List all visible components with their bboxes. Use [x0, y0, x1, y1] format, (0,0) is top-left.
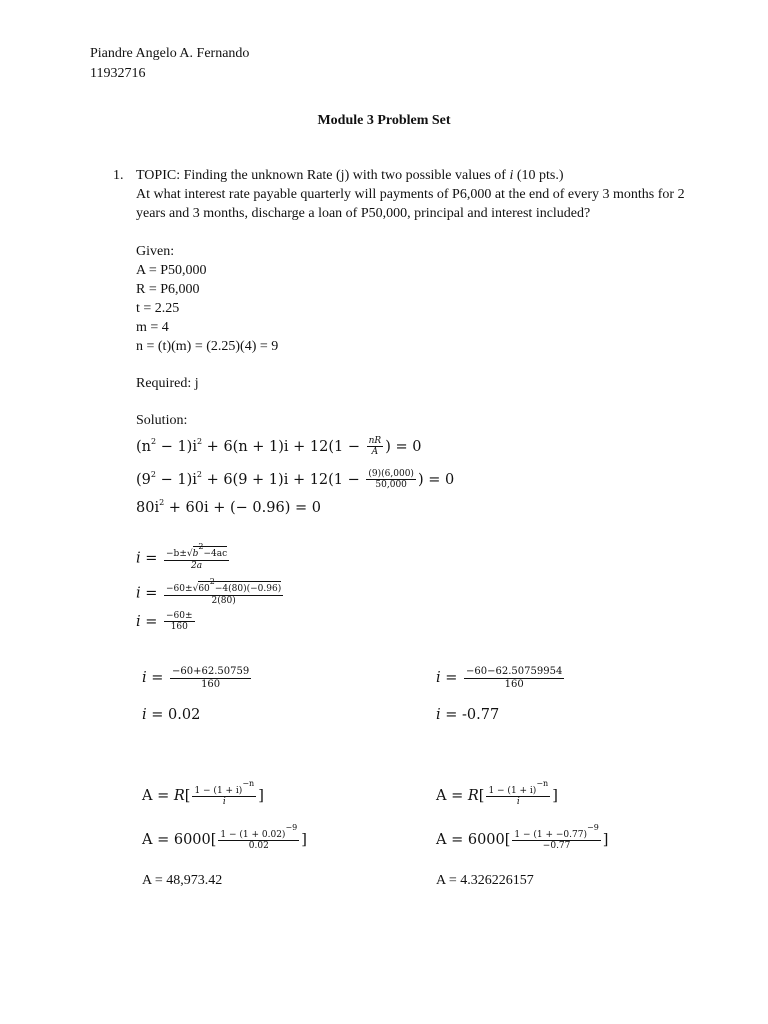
- problem-statement-line2: years and 3 months, discharge a loan of P50,000, principal and interest included?: [136, 206, 591, 221]
- given-item: R = P6,000: [136, 282, 200, 297]
- annuity-result-right: A = 4.326226157: [436, 873, 534, 888]
- given-item: n = (t)(m) = (2.25)(4) = 9: [136, 339, 279, 354]
- author-name: Piandre Angelo A. Fernando: [90, 46, 250, 61]
- root-negative-fraction: i = $\frac{-60-62.50759954}{160}$: [436, 666, 563, 690]
- given-item: t = 2.25: [136, 301, 180, 316]
- student-id: 11932716: [90, 66, 146, 81]
- required-label: Required: j: [136, 376, 199, 391]
- problem-statement-line1: At what interest rate payable quarterly will payments of P6,000 at the end of every 3 months for 2: [136, 187, 685, 202]
- root-negative-value: i = -0.77: [436, 707, 500, 723]
- annuity-substituted-right: A = 6000[ $\frac{1 - (1 + -0.77)^{-9}}{-0.77}$ ]: [436, 823, 609, 852]
- quadratic-formula: i = $\frac{-b\pm√b^2-4ac}{2a}$: [136, 542, 228, 571]
- problem-topic: TOPIC: Finding the unknown Rate (j) with two possible values of i (10 pts.): [136, 168, 564, 183]
- equation-substituted: $(9^2 - 1)i^2 + 6(9 + 1)i + 12(1$ − $\frac{(9)(6,000)}{50,000}$ ) = 0: [136, 469, 455, 491]
- problem-number: 1.: [113, 168, 124, 183]
- annuity-substituted-left: A = 6000[ $\frac{1 - (1 + 0.02)^{-9}}{0.02}$ ]: [142, 823, 307, 852]
- root-positive-fraction: i = $\frac{-60+62.50759}{160}$: [142, 666, 250, 690]
- equation-simplified: $80i^2 + 60i$ + (− 0.96) = 0: [136, 498, 321, 516]
- root-positive-value: i = 0.02: [142, 707, 201, 723]
- given-item: A = P50,000: [136, 263, 207, 278]
- given-item: m = 4: [136, 320, 169, 335]
- annuity-formula-right: A = R[ $\frac{1 - (1 + i)^{-n}}{i}$ ]: [436, 779, 558, 808]
- given-label: Given:: [136, 244, 175, 259]
- equation-general: $(n^2 - 1)i^2 + 6(n + 1)i + 12(1$ − $\frac{nR}{A}$ ) = 0: [136, 436, 422, 458]
- quadratic-substituted: i = $\frac{-60\pm√60^2-4(80)(-0.96)}{2(80)}$: [136, 577, 282, 606]
- annuity-result-left: A = 48,973.42: [142, 873, 223, 888]
- annuity-formula-left: A = R[ $\frac{1 - (1 + i)^{-n}}{i}$ ]: [142, 779, 264, 808]
- quadratic-partial: i = $\frac{-60\pm}{160}$: [136, 611, 193, 633]
- document-title: Module 3 Problem Set: [317, 113, 451, 128]
- solution-label: Solution:: [136, 413, 188, 428]
